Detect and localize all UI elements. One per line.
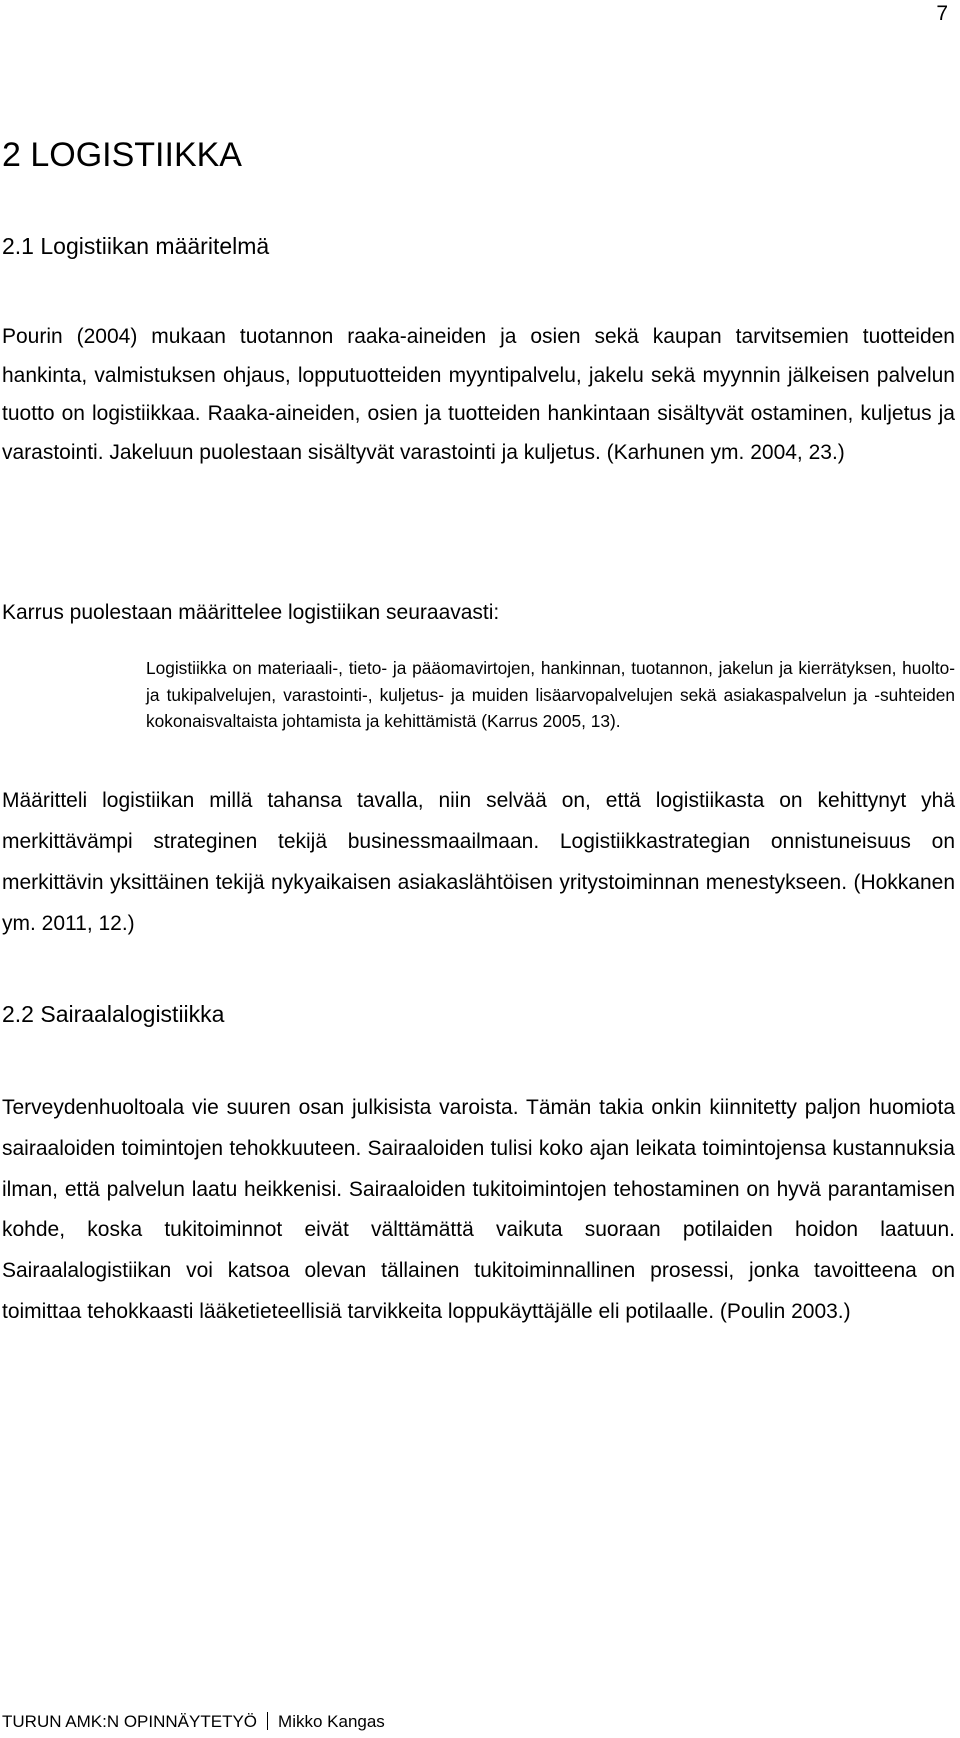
block-quote-karrus: Logistiikka on materiaali-, tieto- ja pääomavirtojen, hankinnan, tuotannon, jakelun ja kierrätyksen, huolto- ja tukipalvelujen, varastointi-, kuljetus- ja muiden lisäarvopalvelujen sekä asiakaspalvelun ja -suhteiden kokonaisvaltaista johtamista ja kehittämistä (Karrus 2005, 13). (146, 658, 955, 731)
section-title-logistics-definition: 2.1 Logistiikan määritelmä (2, 233, 270, 259)
paragraph-hospital-logistics: Terveydenhuoltoala vie suuren osan julkisista varoista. Tämän takia onkin kiinnitetty paljon huomiota sairaaloiden toimintojen tehokkuuteen. Sairaaloiden tulisi koko ajan leikata toimintojensa kustannuksia ilman, että palvelun laatu heikkenisi. Sairaaloiden tukitoimintojen tehostaminen on hyvä parantamisen kohde, koska tukitoiminnot eivät välttämättä vaikuta suoraan potilaiden hoidon laatuun. Sairaalalogistiikan voi katsoa olevan tällainen tukitoiminnallinen prosessi, jonka tavoitteena on toimittaa tehokkaasti lääketieteellisiä tarvikkeita loppukäyttäjälle eli potilaalle. (Poulin 2003.) (2, 1096, 955, 1323)
paragraph-karrus-intro: Karrus puolestaan määrittelee logistiikan seuraavasti: (2, 601, 500, 624)
page-footer (2, 1712, 385, 1732)
page-number: 7 (936, 2, 948, 25)
footer-institution: TURUN AMK:N OPINNÄYTETYÖ (2, 1712, 258, 1731)
chapter-title: 2 LOGISTIIKKA (2, 136, 242, 174)
section-title-hospital-logistics: 2.2 Sairaalalogistiikka (2, 1001, 225, 1027)
footer-separator (267, 1712, 268, 1730)
paragraph-pouri-definition: Pourin (2004) mukaan tuotannon raaka-aineiden ja osien sekä kaupan tarvitsemien tuotteiden hankinta, valmistuksen ohjaus, lopputuotteiden myyntipalvelu, jakelu sekä myynnin jälkeisen palvelun tuotto on logistiikkaa. Raaka-aineiden, osien ja tuotteiden hankintaan sisältyvät ostaminen, kuljetus ja varastointi. Jakeluun puolestaan sisältyvät varastointi ja kuljetus. (Karhunen ym. 2004, 23.) (2, 325, 955, 464)
footer-author: Mikko Kangas (278, 1712, 385, 1731)
paragraph-logistics-strategy: Määritteli logistiikan millä tahansa tavalla, niin selvää on, että logistiikasta on kehittynyt yhä merkittävämpi strateginen tekijä businessmaailmaan. Logistiikkastrategian onnistuneisuus on merkittävin yksittäinen tekijä nykyaikaisen asiakaslähtöisen yritystoiminnan menestykseen. (Hokkanen ym. 2011, 12.) (2, 789, 955, 935)
